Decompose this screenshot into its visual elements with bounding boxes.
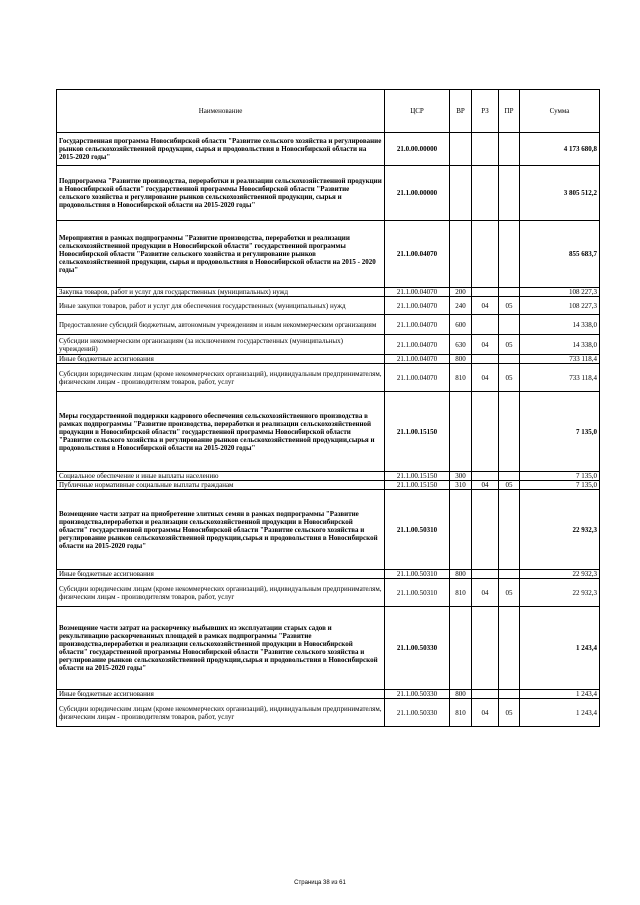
row-pr <box>499 690 520 699</box>
row-csr: 21.1.00.50310 <box>385 490 450 570</box>
header-csr: ЦСР <box>385 90 450 133</box>
row-csr: 21.1.00.04070 <box>385 315 450 335</box>
row-vr: 600 <box>450 315 472 335</box>
row-rz: 04 <box>472 364 499 392</box>
table-row <box>57 315 600 335</box>
row-csr: 21.1.00.15150 <box>385 472 450 481</box>
row-csr: 21.1.00.50330 <box>385 607 450 690</box>
header-pr: ПР <box>499 90 520 133</box>
table-row <box>57 392 600 472</box>
row-rz <box>472 472 499 481</box>
row-name: Меры государственной поддержки кадрового обеспечения сельскохозяйственного производства в рамках подпрограммы "Развитие производства, переработки и реализации сельскохозяйственной продукции в Новосибирской области" государственной программы Новосибирской области "Развитие сельского хозяйства и регулирование рынков сельскохозяйственной продукции,сырья и продовольствия в Новосибирской области на 2015-2020 годы" <box>57 392 385 472</box>
row-vr: 800 <box>450 570 472 579</box>
table-row <box>57 699 600 727</box>
row-vr: 630 <box>450 335 472 355</box>
row-pr: 05 <box>499 297 520 315</box>
row-csr: 21.1.00.04070 <box>385 288 450 297</box>
row-sum: 108 227,3 <box>520 288 600 297</box>
row-rz <box>472 607 499 690</box>
row-pr <box>499 166 520 221</box>
row-pr <box>499 392 520 472</box>
row-csr: 21.1.00.50330 <box>385 690 450 699</box>
table-row <box>57 288 600 297</box>
table-row <box>57 490 600 570</box>
row-sum: 1 243,4 <box>520 690 600 699</box>
row-name: Подпрограмма "Развитие производства, переработки и реализации сельскохозяйственной продукции в Новосибирской области" государственной программы Новосибирской области "Развитие сельского хозяйства и регулирование рынков сельскохозяйственной продукции, сырья и продовольствия в Новосибирской области на 2015-2020 годы" <box>57 166 385 221</box>
row-rz: 04 <box>472 297 499 315</box>
row-pr <box>499 570 520 579</box>
row-rz <box>472 355 499 364</box>
row-rz <box>472 166 499 221</box>
table-row <box>57 481 600 490</box>
row-vr: 800 <box>450 355 472 364</box>
row-name: Субсидии юридическим лицам (кроме некоммерческих организаций), индивидуальным предпринимателям, физическим лицам - производителям товаров, работ, услуг <box>57 699 385 727</box>
row-name: Предоставление субсидий бюджетным, автономным учреждениям и иным некоммерческим организациям <box>57 315 385 335</box>
row-rz <box>472 315 499 335</box>
row-vr: 800 <box>450 690 472 699</box>
row-rz: 04 <box>472 481 499 490</box>
row-sum: 22 932,3 <box>520 579 600 607</box>
row-csr: 21.1.00.04070 <box>385 297 450 315</box>
table-row <box>57 133 600 166</box>
row-name: Иные бюджетные ассигнования <box>57 355 385 364</box>
page-number: Страница 38 из 61 <box>294 880 346 886</box>
row-csr: 21.1.00.04070 <box>385 335 450 355</box>
header-sum: Сумма <box>520 90 600 133</box>
row-pr <box>499 355 520 364</box>
table-row <box>57 355 600 364</box>
row-csr: 21.1.00.50330 <box>385 699 450 727</box>
row-vr <box>450 490 472 570</box>
row-pr <box>499 607 520 690</box>
row-pr <box>499 221 520 288</box>
row-pr <box>499 315 520 335</box>
row-vr: 300 <box>450 472 472 481</box>
row-sum: 3 805 512,2 <box>520 166 600 221</box>
row-rz: 04 <box>472 579 499 607</box>
header-name: Наименование <box>57 90 385 133</box>
header-vr: ВР <box>450 90 472 133</box>
row-vr <box>450 166 472 221</box>
table-row <box>57 221 600 288</box>
row-name: Государственная программа Новосибирской области "Развитие сельского хозяйства и регулирование рынков сельскохозяйственной продукции, сырья и продовольствия в Новосибирской области на 2015-2020 годы" <box>57 133 385 166</box>
row-sum: 7 135,0 <box>520 392 600 472</box>
row-vr: 310 <box>450 481 472 490</box>
row-csr: 21.1.00.50310 <box>385 570 450 579</box>
row-name: Возмещение части затрат на приобретение элитных семян в рамках подпрограммы "Развитие производства,переработки и реализации сельскохозяйственной продукции в Новосибирской области" государственной программы Новосибирской области "Развитие сельского хозяйства и регулирование рынков сельскохозяйственной продукции,сырья и продовольствия в Новосибирской области на 2015-2020 годы" <box>57 490 385 570</box>
row-sum: 108 227,3 <box>520 297 600 315</box>
row-pr <box>499 472 520 481</box>
row-pr: 05 <box>499 335 520 355</box>
row-name: Субсидии некоммерческим организациям (за исключением государственных (муниципальных) учреждений) <box>57 335 385 355</box>
table-row <box>57 579 600 607</box>
row-rz <box>472 288 499 297</box>
row-rz: 04 <box>472 699 499 727</box>
row-rz: 04 <box>472 335 499 355</box>
row-vr <box>450 392 472 472</box>
table-row <box>57 297 600 315</box>
row-pr: 05 <box>499 364 520 392</box>
row-csr: 21.1.00.04070 <box>385 355 450 364</box>
row-name: Иные бюджетные ассигнования <box>57 690 385 699</box>
row-csr: 21.1.00.15150 <box>385 481 450 490</box>
table-row <box>57 166 600 221</box>
row-rz <box>472 221 499 288</box>
row-csr: 21.1.00.15150 <box>385 392 450 472</box>
row-name: Мероприятия в рамках подпрограммы "Развитие производства, переработки и реализации сельскохозяйственной продукции в Новосибирской области" государственной программы Новосибирской области "Развитие сельского хозяйства и регулирование рынков сельскохозяйственной продукции, сырья и продовольствия в Новосибирской области на 2015 - 2020 годы" <box>57 221 385 288</box>
table-header-row <box>57 90 600 133</box>
row-sum: 7 135,0 <box>520 481 600 490</box>
table-row <box>57 690 600 699</box>
row-csr: 21.1.00.04070 <box>385 221 450 288</box>
budget-table <box>56 89 600 727</box>
row-name: Закупка товаров, работ и услуг для государственных (муниципальных) нужд <box>57 288 385 297</box>
row-rz <box>472 392 499 472</box>
header-rz: РЗ <box>472 90 499 133</box>
row-name: Субсидии юридическим лицам (кроме некоммерческих организаций), индивидуальным предпринимателям, физическим лицам - производителям товаров, работ, услуг <box>57 579 385 607</box>
row-vr: 200 <box>450 288 472 297</box>
row-sum: 733 118,4 <box>520 355 600 364</box>
row-name: Иные закупки товаров, работ и услуг для обеспечения государственных (муниципальных) нужд <box>57 297 385 315</box>
row-pr <box>499 490 520 570</box>
row-pr: 05 <box>499 579 520 607</box>
row-csr: 21.1.00.50310 <box>385 579 450 607</box>
row-vr: 810 <box>450 699 472 727</box>
row-name: Субсидии юридическим лицам (кроме некоммерческих организаций), индивидуальным предпринимателям, физическим лицам - производителям товаров, работ, услуг <box>57 364 385 392</box>
row-sum: 855 683,7 <box>520 221 600 288</box>
row-vr: 810 <box>450 579 472 607</box>
row-vr <box>450 221 472 288</box>
row-name: Иные бюджетные ассигнования <box>57 570 385 579</box>
row-csr: 21.1.00.04070 <box>385 364 450 392</box>
row-sum: 7 135,0 <box>520 472 600 481</box>
row-sum: 14 338,0 <box>520 315 600 335</box>
row-rz <box>472 690 499 699</box>
row-rz <box>472 490 499 570</box>
row-sum: 22 932,3 <box>520 490 600 570</box>
table-row <box>57 570 600 579</box>
row-vr: 810 <box>450 364 472 392</box>
row-vr <box>450 133 472 166</box>
row-vr: 240 <box>450 297 472 315</box>
row-pr: 05 <box>499 481 520 490</box>
table-row <box>57 607 600 690</box>
row-name: Возмещение части затрат на раскорчевку выбывших из эксплуатации старых садов и рекультивацию раскорчеванных площадей в рамках подпрограммы "Развитие производства,переработки и реализации сельскохозяйственной продукции в Новосибирской области" государственной программы Новосибирской области "Развитие сельского хозяйства и регулирование рынков сельскохозяйственной продукции,сырья и продовольствия в Новосибирской области на 2015-2020 годы" <box>57 607 385 690</box>
row-sum: 1 243,4 <box>520 607 600 690</box>
row-sum: 733 118,4 <box>520 364 600 392</box>
row-pr: 05 <box>499 699 520 727</box>
table-row <box>57 335 600 355</box>
row-csr: 21.0.00.00000 <box>385 133 450 166</box>
row-sum: 22 932,3 <box>520 570 600 579</box>
row-sum: 14 338,0 <box>520 335 600 355</box>
row-name: Публичные нормативные социальные выплаты гражданам <box>57 481 385 490</box>
row-rz <box>472 570 499 579</box>
row-rz <box>472 133 499 166</box>
row-vr <box>450 607 472 690</box>
table-row <box>57 472 600 481</box>
row-csr: 21.1.00.00000 <box>385 166 450 221</box>
row-sum: 1 243,4 <box>520 699 600 727</box>
row-name: Социальное обеспечение и иные выплаты населению <box>57 472 385 481</box>
row-pr <box>499 133 520 166</box>
row-pr <box>499 288 520 297</box>
table-row <box>57 364 600 392</box>
row-sum: 4 173 680,8 <box>520 133 600 166</box>
